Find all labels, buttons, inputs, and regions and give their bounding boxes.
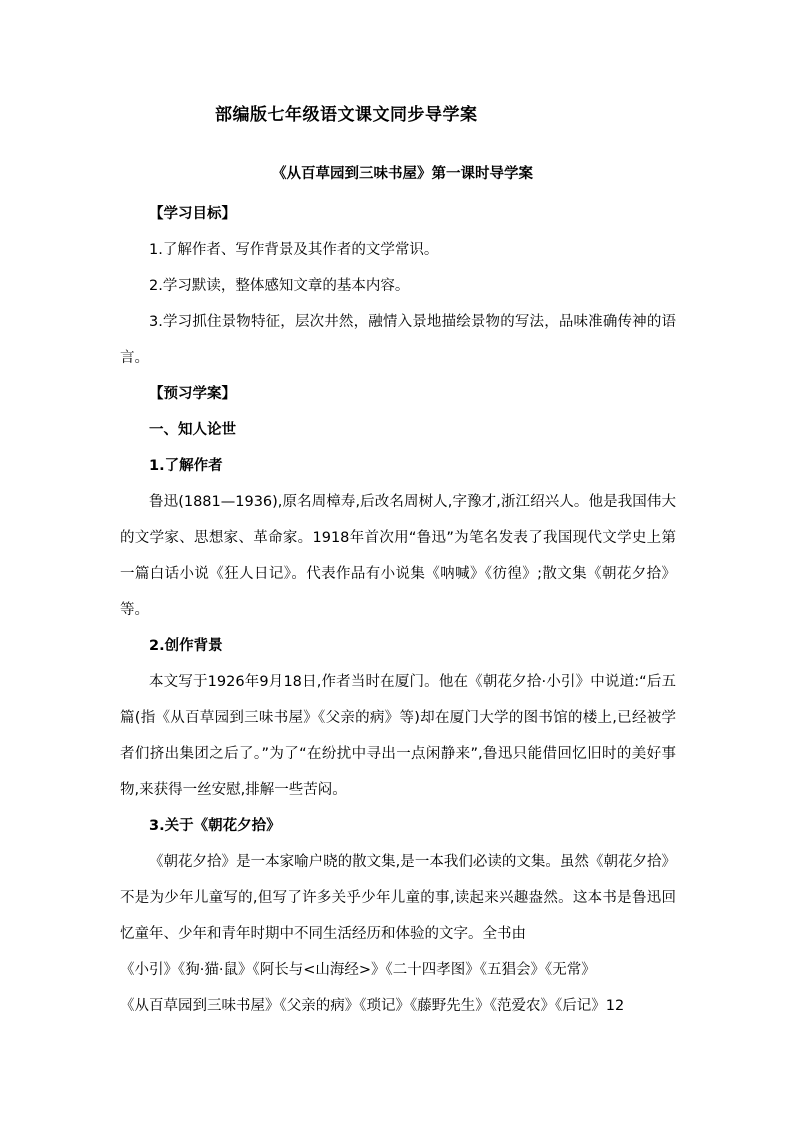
preview-heading: 【预习学案】 <box>149 386 236 402</box>
learning-goals-heading: 【学习目标】 <box>149 206 236 222</box>
background-paragraph: 本文写于1926年9月18日,作者当时在厦门。他在《朝花夕拾·小引》中说道:“后五篇(指《从百草园到三味书屋》《父亲的病》等)却在厦门大学的图书馆的楼上,已经被学者们挤出集团之后了。”为了“在纷扰中寻出一点闲静来”,鲁迅只能借回忆旧时的美好事物,来获得一丝安慰,排解一些苦闷。 <box>120 674 676 798</box>
document-subtitle: 《从百草园到三味书屋》第一课时导学案 <box>272 166 533 182</box>
author-heading: 1.了解作者 <box>149 458 223 474</box>
about-book-heading: 3.关于《朝花夕拾》 <box>149 818 281 834</box>
book-contents-line: 《小引》《狗·猫·鼠》《阿长与<山海经>》《二十四孝图》《五猖会》《无常》 <box>120 962 596 978</box>
learning-goal-item: 2.学习默读，整体感知文章的基本内容。 <box>149 278 410 294</box>
document-body <box>120 196 676 1024</box>
background-heading: 2.创作背景 <box>149 638 223 654</box>
book-contents-line: 《从百草园到三味书屋》《父亲的病》《琐记》《藤野先生》《范爱农》《后记》12 <box>120 998 625 1014</box>
about-book-paragraph: 《朝花夕拾》是一本家喻户晓的散文集,是一本我们必读的文集。虽然《朝花夕拾》不是为少年儿童写的,但写了许多关乎少年儿童的事,读起来兴趣盎然。这本书是鲁迅回忆童年、少年和青年时期中不同生活经历和体验的文字。全书由 <box>120 854 676 942</box>
section-heading-know-author: 一、知人论世 <box>149 422 236 438</box>
author-paragraph: 鲁迅(1881—1936),原名周樟寿,后改名周树人,字豫才,浙江绍兴人。他是我国伟大的文学家、思想家、革命家。1918年首次用“鲁迅”为笔名发表了我国现代文学史上第一篇白话小说《狂人日记》。代表作品有小说集《呐喊》《彷徨》;散文集《朝花夕拾》等。 <box>120 494 676 618</box>
learning-goal-item: 3.学习抓住景物特征，层次井然，融情入景地描绘景物的写法，品味准确传神的语言。 <box>120 314 676 366</box>
learning-goal-item: 1.了解作者、写作背景及其作者的文学常识。 <box>149 242 439 258</box>
document-title: 部编版七年级语文课文同步导学案 <box>215 105 478 125</box>
